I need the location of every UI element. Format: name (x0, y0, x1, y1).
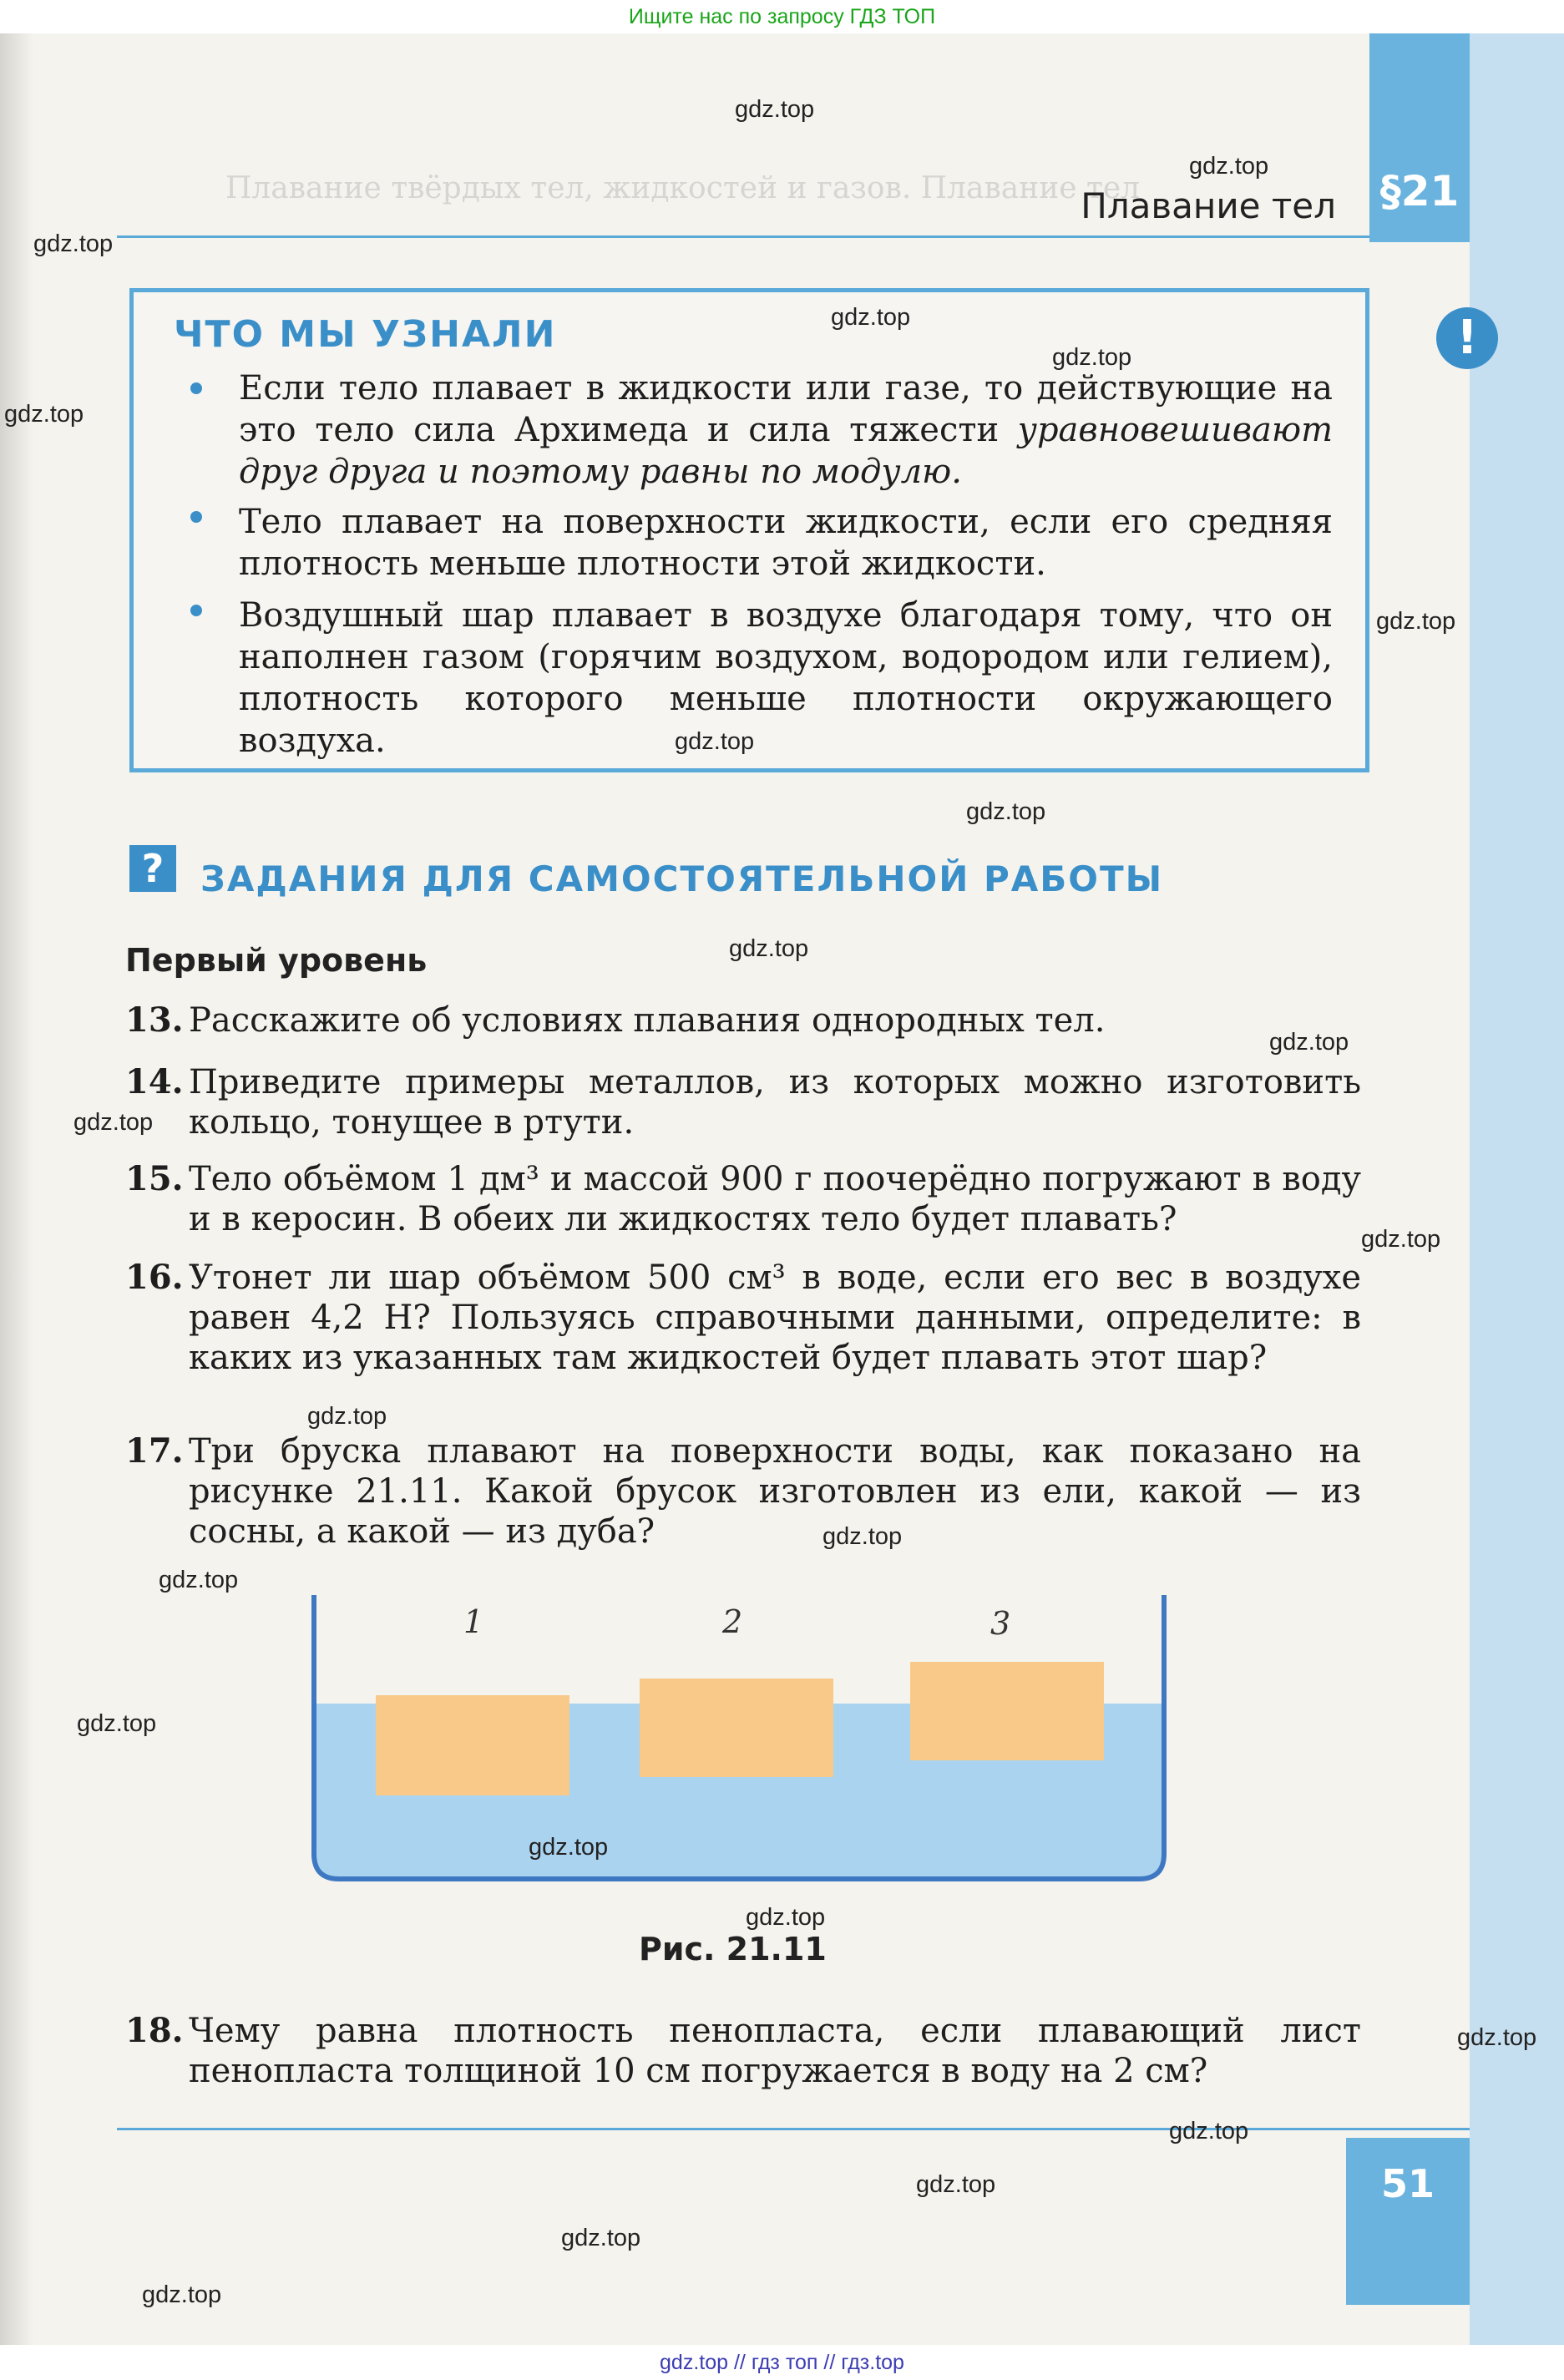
block-label-3: 3 (990, 1605, 1011, 1642)
watermark[interactable]: gdz.top (307, 1403, 387, 1430)
watermark[interactable]: gdz.top (1052, 344, 1132, 371)
watermark[interactable]: gdz.top (561, 2225, 641, 2251)
watermark[interactable]: gdz.top (966, 798, 1046, 825)
level-heading: Первый уровень (125, 942, 428, 979)
watermark[interactable]: gdz.top (735, 96, 815, 123)
task-number: 18. (125, 2011, 184, 2050)
watermark[interactable]: gdz.top (1376, 608, 1456, 635)
bullet-dot-icon (190, 605, 202, 616)
task-18 (125, 2011, 1361, 2091)
bullet-dot-icon (190, 511, 202, 523)
watermark[interactable]: gdz.top (831, 304, 911, 331)
top-banner[interactable]: Ищите нас по запросу ГДЗ ТОП (0, 0, 1564, 33)
watermark[interactable]: gdz.top (1189, 153, 1269, 180)
page-title: Плавание тел (1081, 185, 1336, 226)
block-label-2: 2 (722, 1603, 743, 1640)
tasks-heading: ЗАДАНИЯ ДЛЯ САМОСТОЯТЕЛЬНОЙ РАБОТЫ (200, 858, 1164, 899)
bottom-banner[interactable]: gdz.top // гдз топ // гдз.top (0, 2345, 1564, 2380)
summary-point-3: Воздушный шар плавает в воздухе благодаря тому, что он наполнен газом (горячим воздухом, водородом или гелием), плотность которого меньше плотности окружающего воздуха. (239, 596, 1333, 760)
watermark[interactable]: gdz.top (1169, 2118, 1249, 2145)
watermark[interactable]: gdz.top (822, 1523, 903, 1550)
summary-point-1: Если тело плавает в жидкости или газе, то действующие на это тело сила Архимеда и сила тяжести уравновешивают друг друга и поэтому равны по модулю. (239, 369, 1333, 491)
task-number: 13. (125, 1000, 184, 1040)
watermark[interactable]: gdz.top (1361, 1226, 1441, 1253)
watermark[interactable]: gdz.top (159, 1567, 239, 1593)
task-17 (125, 1431, 1361, 1552)
bleed-through-text: Плавание твёрдых тел, жидкостей и газов. Плавание тел (225, 171, 1141, 205)
task-text: Тело объёмом 1 дм³ и массой 900 г поочерёдно погружают в воду и в керосин. В обеих ли жидкостях тело будет плавать? (189, 1160, 1361, 1238)
watermark[interactable]: gdz.top (675, 728, 755, 755)
block-2 (640, 1679, 833, 1777)
block-label-1: 1 (463, 1603, 484, 1640)
watermark[interactable]: gdz.top (1457, 2024, 1537, 2051)
block-3 (910, 1662, 1104, 1760)
watermark[interactable]: gdz.top (73, 1109, 154, 1136)
task-text: Приведите примеры металлов, из которых можно изготовить кольцо, тонущее в ртути. (189, 1063, 1361, 1142)
task-14 (125, 1062, 1361, 1142)
task-text: Расскажите об условиях плавания однородных тел. (189, 1001, 1106, 1040)
task-number: 15. (125, 1159, 184, 1198)
task-text: Утонет ли шар объёмом 500 см³ в воде, если его вес в воздухе равен 4,2 Н? Пользуясь справочными данными, определите: в каких из указанных там жидкостей будет плавать этот шар? (189, 1258, 1361, 1377)
summary-heading: ЧТО МЫ УЗНАЛИ (174, 313, 557, 356)
exclamation-icon: ! (1436, 307, 1498, 369)
watermark[interactable]: gdz.top (916, 2171, 996, 2198)
question-icon: ? (129, 845, 176, 892)
watermark[interactable]: gdz.top (746, 1904, 826, 1931)
block-1 (376, 1695, 569, 1795)
figure-caption: Рис. 21.11 (639, 1931, 827, 1967)
watermark[interactable]: gdz.top (529, 1834, 609, 1861)
task-15 (125, 1159, 1361, 1239)
paragraph-number: §21 (1379, 167, 1460, 215)
watermark[interactable]: gdz.top (33, 230, 114, 257)
watermark[interactable]: gdz.top (142, 2281, 222, 2308)
task-text: Три бруска плавают на поверхности воды, как показано на рисунке 21.11. Какой брусок изготовлен из ели, какой — из сосны, а какой — из дуба? (189, 1432, 1361, 1551)
task-number: 17. (125, 1431, 184, 1471)
figure-floating-blocks (309, 1578, 1177, 1912)
task-13 (125, 1000, 1361, 1041)
watermark[interactable]: gdz.top (77, 1710, 157, 1737)
task-number: 14. (125, 1062, 184, 1101)
task-number: 16. (125, 1258, 184, 1297)
watermark[interactable]: gdz.top (1269, 1029, 1349, 1056)
page-number: 51 (1380, 2161, 1435, 2206)
bullet-dot-icon (190, 382, 202, 394)
page-edge-strip (1470, 33, 1564, 2345)
task-16 (125, 1258, 1361, 1378)
footer-rule (117, 2128, 1470, 2130)
summary-point-2: Тело плавает на поверхности жидкости, если его средняя плотность меньше плотности этой жидкости. (239, 503, 1333, 583)
watermark[interactable]: gdz.top (729, 935, 809, 962)
task-text: Чему равна плотность пенопласта, если плавающий лист пенопласта толщиной 10 см погружается в воду на 2 см? (189, 2012, 1361, 2090)
page-binding-shade (0, 33, 33, 2345)
watermark[interactable]: gdz.top (4, 401, 84, 428)
header-rule (117, 235, 1369, 238)
